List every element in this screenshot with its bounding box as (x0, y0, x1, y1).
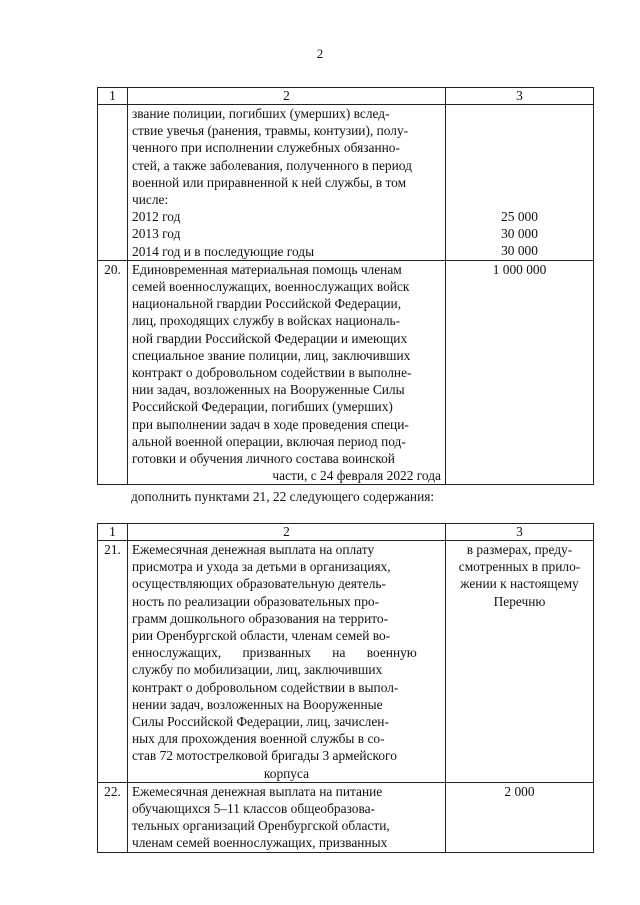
description-line: нии задач, возложенных на Вооруженные Силы (132, 382, 405, 398)
description-line: контракт о добровольном содействии в выполне- (132, 365, 412, 381)
description-line: ных для прохождения военной службы в со- (132, 731, 385, 747)
description-line: военной или приравненной к ней службы, в том (132, 174, 407, 190)
year-amount: 30 000 (501, 226, 538, 242)
description-line: осуществляющих образовательную деятель- (132, 576, 386, 592)
row-description (128, 541, 446, 783)
year-label: 2013 год (132, 226, 181, 242)
header-col-1: 1 (98, 88, 128, 105)
amount-line: смотренных в прило- (458, 559, 581, 575)
benefits-table-1 (97, 87, 594, 485)
description-line: при выполнении задач в ходе проведения специ- (132, 416, 409, 432)
header-col-2: 2 (128, 88, 446, 105)
header-col-3: 3 (446, 524, 594, 541)
header-col-2: 2 (128, 524, 446, 541)
description-line: обучающихся 5–11 классов общеобразова- (132, 801, 375, 817)
description-line: стей, а также заболевания, полученного в период (132, 157, 412, 173)
description-line: службу по мобилизации, лиц, заключивших (132, 662, 383, 678)
description-line: Силы Российской Федерации, лиц, зачислен- (132, 714, 389, 730)
header-col-1: 1 (98, 524, 128, 541)
description-line: Единовременная материальная помощь членам (132, 261, 402, 277)
amount-line: в размерах, преду- (466, 542, 573, 557)
description-line: лиц, проходящих службу в войсках националь- (132, 313, 401, 329)
description-line: национальной гвардии Российской Федерации, (132, 296, 402, 312)
description-line: ченного при исполнении служебных обязанно- (132, 140, 400, 156)
description-line: ствие увечья (ранения, травмы, контузии), полу- (132, 123, 409, 139)
table-row-22 (98, 782, 594, 852)
description-line: семей военнослужащих, военнослужащих войск (132, 279, 410, 295)
table-row-21 (98, 541, 594, 783)
benefits-table-2 (97, 523, 594, 853)
description-line: ность по реализации образовательных про- (132, 593, 380, 609)
table-header-row (98, 524, 594, 541)
description-line: ной гвардии Российской Федерации и имеющих (132, 330, 408, 346)
description-line: специальное звание полиции, лиц, заключивших (132, 347, 411, 363)
year-label: 2014 год и в последующие годы (132, 243, 315, 259)
description-line: Российской Федерации, погибших (умерших) (132, 399, 393, 415)
row-number: 22. (98, 782, 128, 852)
description-line: став 72 мотострелковой бригады 3 армейского (132, 748, 397, 764)
description-line: контракт о добровольном содействии в выпол- (132, 679, 399, 695)
description-line: числе: (132, 192, 169, 208)
page-number: 2 (316, 46, 324, 61)
amount-line: жении к настоящему (460, 576, 579, 592)
row-number: 21. (98, 541, 128, 783)
year-amount: 25 000 (501, 209, 538, 224)
row-description (128, 782, 446, 852)
table-row-continuation (98, 105, 594, 261)
amount-line: Перечню (493, 593, 546, 609)
row-amount: 2 000 (446, 782, 594, 852)
description-line: готовки и обучения личного состава воинской (132, 451, 395, 467)
table-header-row (98, 88, 594, 105)
description-line: членам семей военнослужащих, призванных (132, 835, 388, 851)
description-line: альной военной операции, включая период под- (132, 433, 406, 449)
description-line: рии Оренбургской области, членам семей во- (132, 628, 391, 644)
header-col-3: 3 (446, 88, 594, 105)
row-amount-cell (446, 541, 594, 783)
description-line: тельных организаций Оренбургской области, (132, 818, 390, 834)
description-line: корпуса (263, 765, 310, 781)
table-row-20 (98, 260, 594, 485)
year-amount: 30 000 (501, 243, 538, 259)
row-number (98, 105, 128, 261)
description-line: Ежемесячная денежная выплата на оплату (132, 542, 375, 557)
description-line: еннослужащих, призванных на военную (132, 645, 417, 661)
row-description (128, 260, 446, 485)
description-line: части, с 24 февраля 2022 года (272, 468, 441, 484)
row-description (128, 105, 446, 261)
row-number: 20. (98, 260, 128, 485)
description-line: присмотра и ухода за детьми в организациях, (132, 559, 391, 575)
description-line: грамм дошкольного образования на террито- (132, 610, 389, 626)
description-line: нении задач, возложенных на Вооруженные (132, 696, 383, 712)
row-amount-cell (446, 105, 594, 261)
description-line: звание полиции, погибших (умерших) вслед- (132, 106, 390, 121)
description-line: Ежемесячная денежная выплата на питание (132, 783, 383, 799)
year-label: 2012 год (132, 209, 181, 225)
intermediate-text: дополнить пунктами 21, 22 следующего содержания: (131, 489, 435, 504)
row-amount: 1 000 000 (446, 260, 594, 485)
